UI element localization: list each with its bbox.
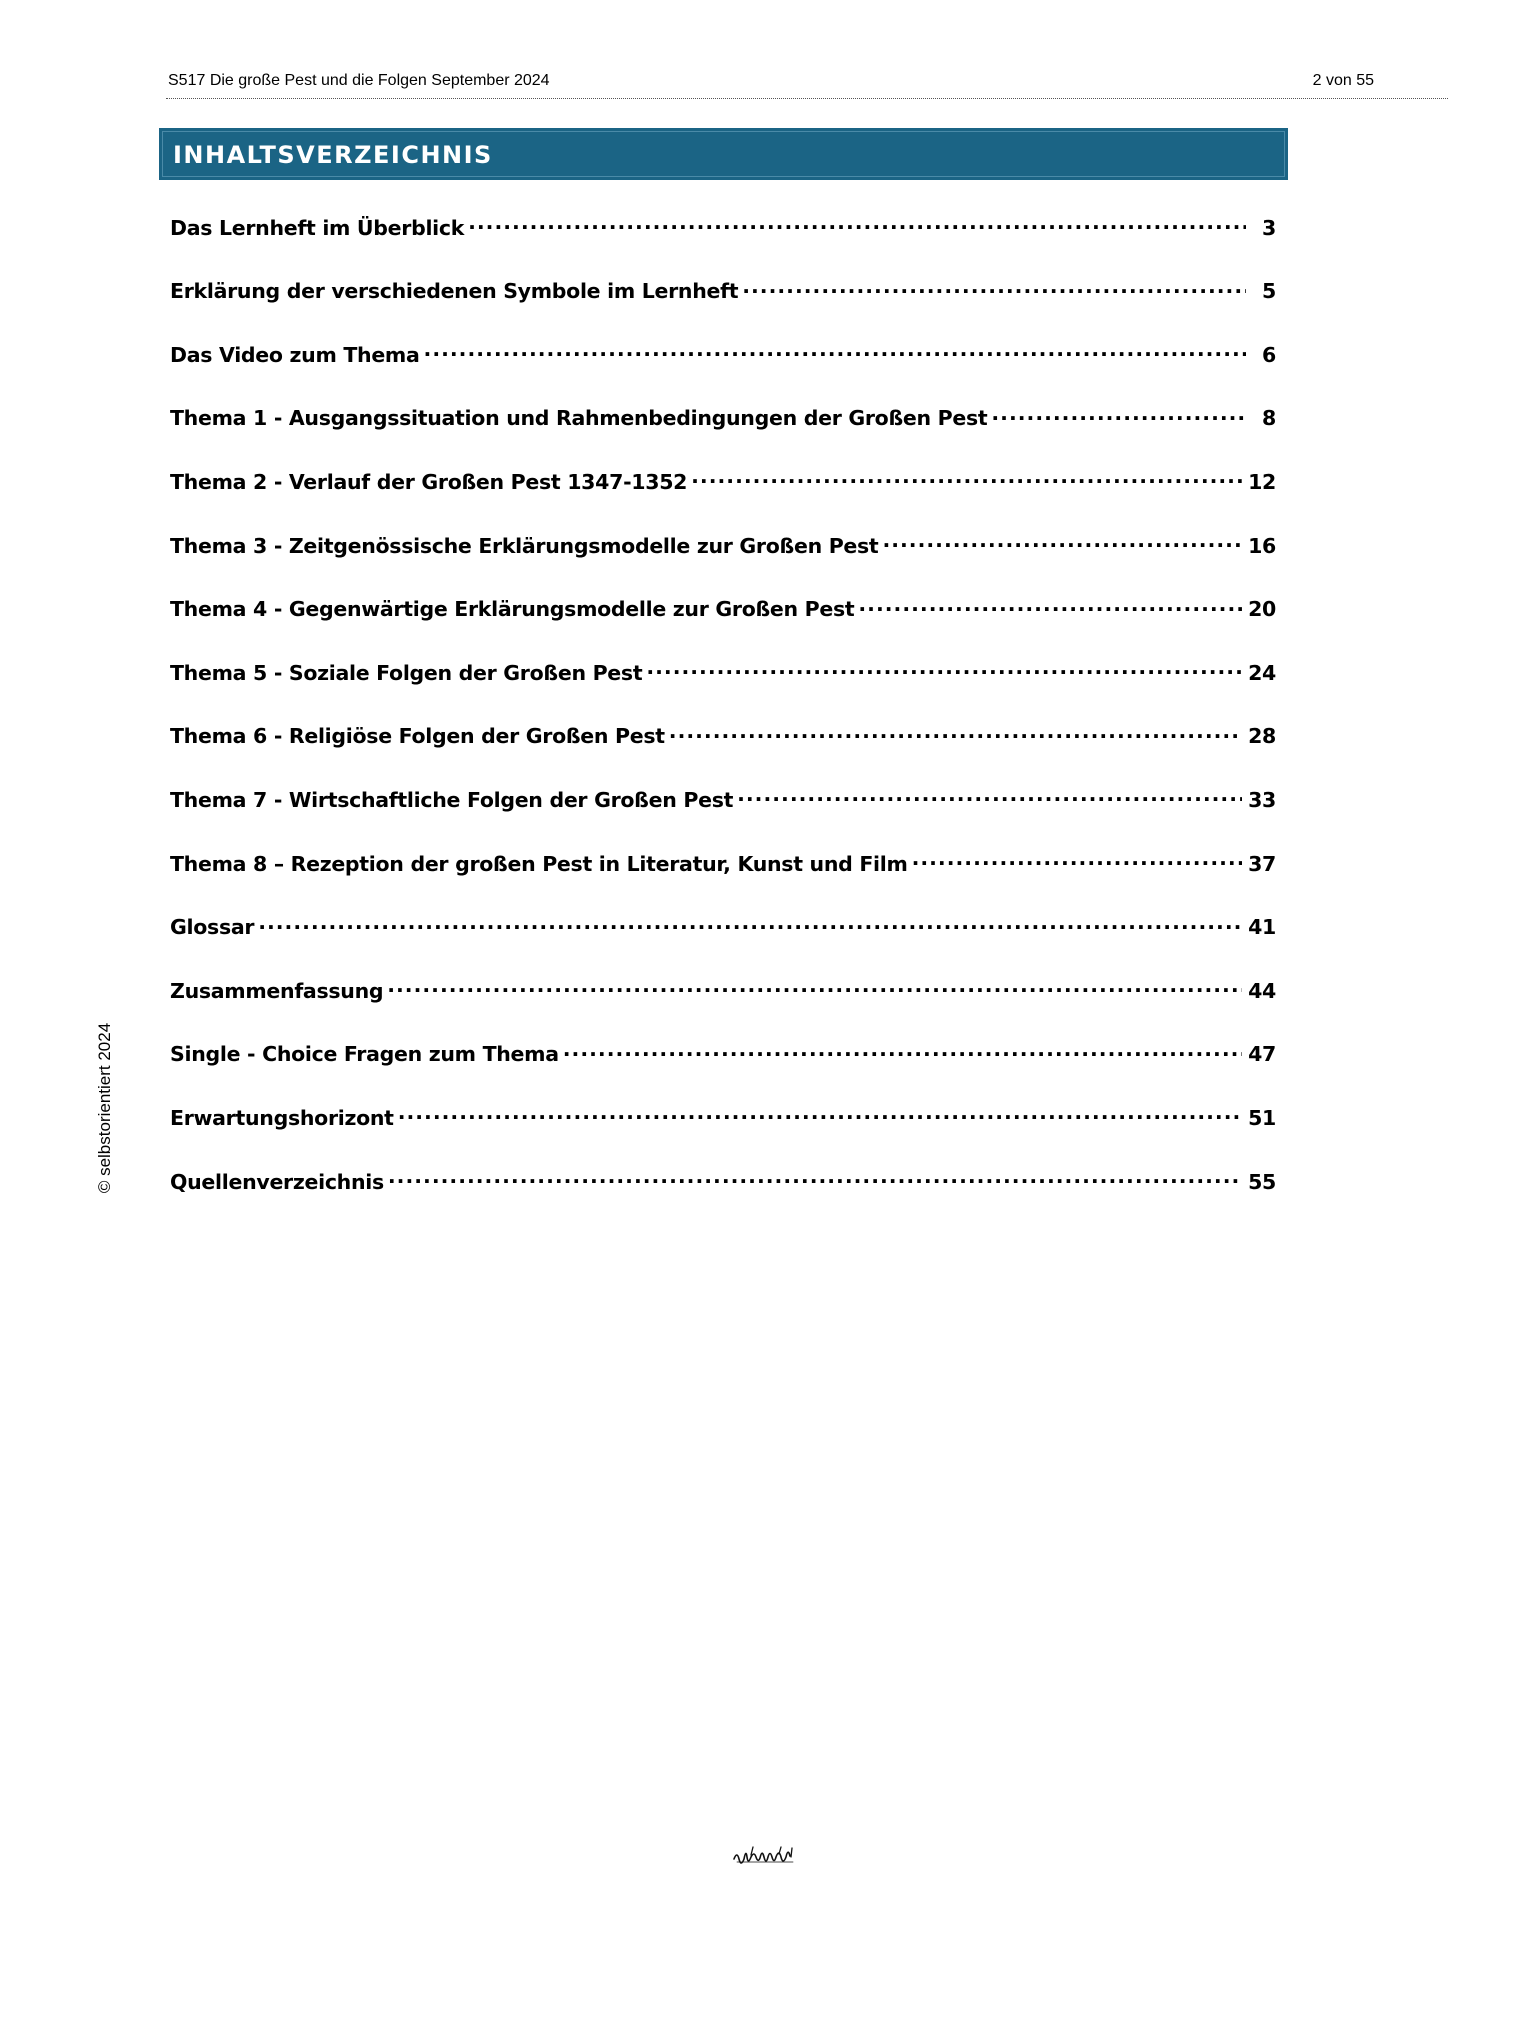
toc-entry[interactable] [170, 1037, 1276, 1101]
toc-entry-page: 6 [1262, 342, 1276, 367]
toc-entry[interactable] [170, 655, 1276, 719]
toc-entry[interactable] [170, 337, 1276, 401]
toc-entry-page: 47 [1248, 1042, 1276, 1067]
dot-leader [991, 401, 1246, 426]
dot-leader [646, 655, 1242, 680]
toc-entry-label: Thema 8 – Rezeption der großen Pest in Literatur, Kunst und Film [170, 851, 908, 876]
toc-entry-page: 20 [1248, 597, 1276, 622]
toc-entry[interactable] [170, 1100, 1276, 1164]
toc-entry-label: Glossar [170, 915, 255, 940]
dot-leader [398, 1100, 1242, 1125]
toc-entry[interactable] [170, 1164, 1276, 1228]
toc-entry-page: 51 [1248, 1105, 1276, 1130]
dot-leader [563, 1037, 1242, 1062]
page-indicator: 2 von 55 [1312, 72, 1374, 89]
toc-entry-page: 44 [1248, 978, 1276, 1003]
dot-leader [387, 973, 1242, 998]
toc-heading-banner [159, 128, 1288, 180]
footer-logo [0, 1843, 1532, 1874]
dot-leader [424, 337, 1246, 362]
toc-entry-label: Das Video zum Thema [170, 342, 420, 367]
document-title: S517 Die große Pest und die Folgen September 2024 [168, 72, 550, 89]
toc-entry-page: 16 [1248, 533, 1276, 558]
toc-entry-label: Thema 7 - Wirtschaftliche Folgen der Großen Pest [170, 787, 734, 812]
toc-entry[interactable] [170, 464, 1276, 528]
toc-entry[interactable] [170, 719, 1276, 783]
toc-entry-page: 41 [1248, 915, 1276, 940]
toc-entry[interactable] [170, 210, 1276, 274]
dot-leader [742, 274, 1246, 299]
toc-entry-label: Zusammenfassung [170, 978, 384, 1003]
toc-entry-label: Thema 2 - Verlauf der Großen Pest 1347-1352 [170, 469, 688, 494]
toc-entry-page: 24 [1248, 660, 1276, 685]
toc-entry-page: 28 [1248, 724, 1276, 749]
toc-entry-label: Thema 6 - Religiöse Folgen der Großen Pest [170, 724, 665, 749]
selbstorientiert-logo-icon [731, 1843, 801, 1869]
toc-entry[interactable] [170, 846, 1276, 910]
toc-entry-label: Thema 1 - Ausgangssituation und Rahmenbedingungen der Großen Pest [170, 406, 988, 431]
dot-leader [737, 782, 1242, 807]
toc-heading: INHALTSVERZEICHNIS [173, 141, 493, 169]
toc-entry-label: Single - Choice Fragen zum Thema [170, 1042, 559, 1067]
dot-leader [912, 846, 1243, 871]
toc-entry[interactable] [170, 274, 1276, 338]
toc-entry-page: 8 [1262, 406, 1276, 431]
toc-entry[interactable] [170, 401, 1276, 465]
toc-entry-label: Thema 4 - Gegenwärtige Erklärungsmodelle zur Großen Pest [170, 597, 855, 622]
dot-leader [258, 910, 1242, 935]
toc-entry[interactable] [170, 910, 1276, 974]
dot-leader [388, 1164, 1242, 1189]
copyright-text: © selbstorientiert 2024 [95, 1022, 114, 1194]
toc-entry-label: Thema 5 - Soziale Folgen der Großen Pest [170, 660, 643, 685]
toc-entry[interactable] [170, 528, 1276, 592]
dot-leader [669, 719, 1242, 744]
toc-entry-page: 55 [1248, 1169, 1276, 1194]
toc-entry-page: 3 [1262, 215, 1276, 240]
dot-leader [468, 210, 1246, 235]
toc-entry-page: 37 [1248, 851, 1276, 876]
toc-entry-label: Thema 3 - Zeitgenössische Erklärungsmodelle zur Großen Pest [170, 533, 879, 558]
dot-leader [691, 464, 1242, 489]
side-copyright-note [95, 938, 115, 1194]
toc-entry-label: Das Lernheft im Überblick [170, 215, 465, 240]
toc-entry[interactable] [170, 782, 1276, 846]
toc-entry-page: 33 [1248, 787, 1276, 812]
page-header [166, 72, 1448, 99]
toc-entry-label: Quellenverzeichnis [170, 1169, 384, 1194]
toc-entry-page: 5 [1262, 279, 1276, 304]
toc-entry[interactable] [170, 973, 1276, 1037]
toc-entry-label: Erklärung der verschiedenen Symbole im Lernheft [170, 279, 739, 304]
dot-leader [858, 592, 1242, 617]
toc-entry-label: Erwartungshorizont [170, 1105, 394, 1130]
dot-leader [882, 528, 1242, 553]
table-of-contents [170, 210, 1276, 1228]
toc-entry-page: 12 [1248, 469, 1276, 494]
toc-entry[interactable] [170, 592, 1276, 656]
